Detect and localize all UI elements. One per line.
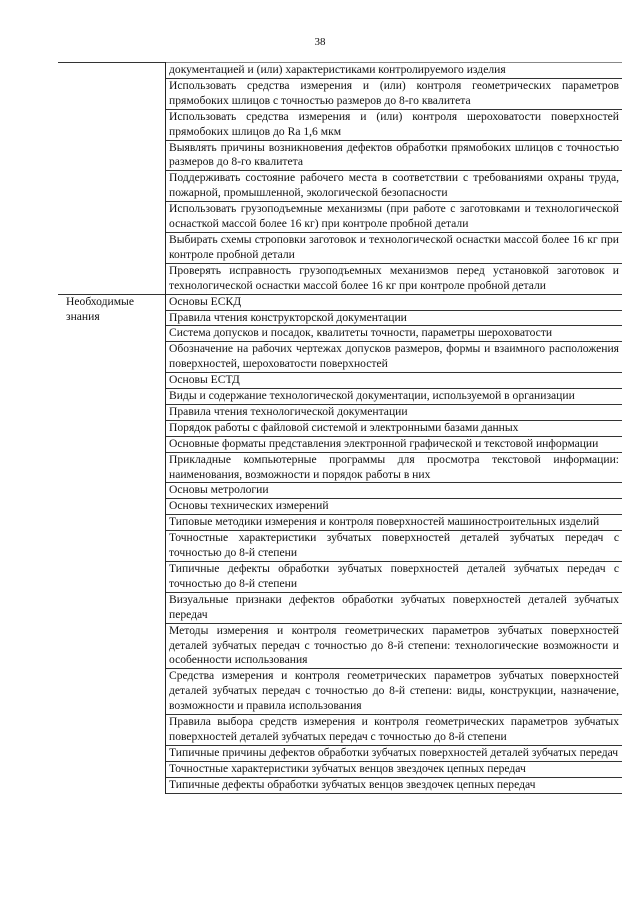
- requirement-item: Обозначение на рабочих чертежах допусков размеров, формы и взаимного расположения поверхностей, шероховатости поверхностей: [166, 342, 623, 373]
- requirement-item: Типичные причины дефектов обработки зубчатых поверхностей деталей зубчатых передач: [166, 745, 623, 761]
- group-label-skills: [58, 63, 166, 295]
- requirement-item: Правила выбора средств измерения и контроля геометрических параметров зубчатых поверхностей деталей зубчатых передач с точностью до 8-й степени: [166, 715, 623, 746]
- requirement-item: Использовать средства измерения и (или) контроля шероховатости поверхностей прямобоких шлицов до Ra 1,6 мкм: [166, 109, 623, 140]
- requirement-item: Выявлять причины возникновения дефектов обработки прямобоких шлицов с точностью размеров до 8-го квалитета: [166, 140, 623, 171]
- requirements-table-body: [58, 63, 622, 794]
- requirement-item: Основы технических измерений: [166, 499, 623, 515]
- requirement-item: Прикладные компьютерные программы для просмотра текстовой информации: наименования, возможности и порядок работы в них: [166, 452, 623, 483]
- requirement-item: документацией и (или) характеристиками контролируемого изделия: [166, 63, 623, 79]
- requirement-item: Точностные характеристики зубчатых венцов звездочек цепных передач: [166, 761, 623, 777]
- requirement-item: Виды и содержание технологической документации, используемой в организации: [166, 389, 623, 405]
- requirement-item: Типичные дефекты обработки зубчатых поверхностей деталей зубчатых передач с точностью до 8-й степени: [166, 562, 623, 593]
- requirements-table: [58, 62, 622, 794]
- requirement-item: Проверять исправность грузоподъемных механизмов перед установкой заготовок и технологической оснастки массой более 16 кг при контроле пробной детали: [166, 263, 623, 294]
- requirement-item: Визуальные признаки дефектов обработки зубчатых поверхностей деталей зубчатых передач: [166, 592, 623, 623]
- table-row: [58, 63, 622, 79]
- requirement-item: Основы ЕСТД: [166, 373, 623, 389]
- requirement-item: Точностные характеристики зубчатых поверхностей деталей зубчатых передач с точностью до 8-й степени: [166, 531, 623, 562]
- requirement-item: Основы метрологии: [166, 483, 623, 499]
- page-number: 38: [314, 36, 326, 48]
- requirement-item: Порядок работы с файловой системой и электронными базами данных: [166, 420, 623, 436]
- requirement-item: Средства измерения и контроля геометрических параметров зубчатых поверхностей деталей зубчатых передач с точностью до 8-й степени: виды, конструкции, назначение, возможности и правила использования: [166, 669, 623, 715]
- requirement-item: Типичные дефекты обработки зубчатых венцов звездочек цепных передач: [166, 777, 623, 793]
- requirement-item: Использовать грузоподъемные механизмы (при работе с заготовками и технологической оснасткой массой более 16 кг) при контроле пробной детали: [166, 202, 623, 233]
- requirement-item: Правила чтения конструкторской документации: [166, 310, 623, 326]
- requirement-item: Выбирать схемы строповки заготовок и технологической оснастки массой более 16 кг при контроле пробной детали: [166, 232, 623, 263]
- table-row: [58, 294, 622, 310]
- requirement-item: Система допусков и посадок, квалитеты точности, параметры шероховатости: [166, 326, 623, 342]
- requirement-item: Типовые методики измерения и контроля поверхностей машиностроительных изделий: [166, 515, 623, 531]
- requirement-item: Поддерживать состояние рабочего места в соответствии с требованиями охраны труда, пожарной, промышленной, экологической безопасности: [166, 171, 623, 202]
- requirement-item: Основы ЕСКД: [166, 294, 623, 310]
- requirement-item: Использовать средства измерения и (или) контроля геометрических параметров прямобоких шлицов с точностью размеров до 8-го квалитета: [166, 78, 623, 109]
- requirement-item: Методы измерения и контроля геометрических параметров зубчатых поверхностей деталей зубчатых передач с точностью до 8-й степени: технологические возможности и особенности использования: [166, 623, 623, 669]
- requirement-item: Основные форматы представления электронной графической и текстовой информации: [166, 436, 623, 452]
- requirement-item: Правила чтения технологической документации: [166, 404, 623, 420]
- group-label-knowledge: Необходимые знания: [58, 294, 166, 793]
